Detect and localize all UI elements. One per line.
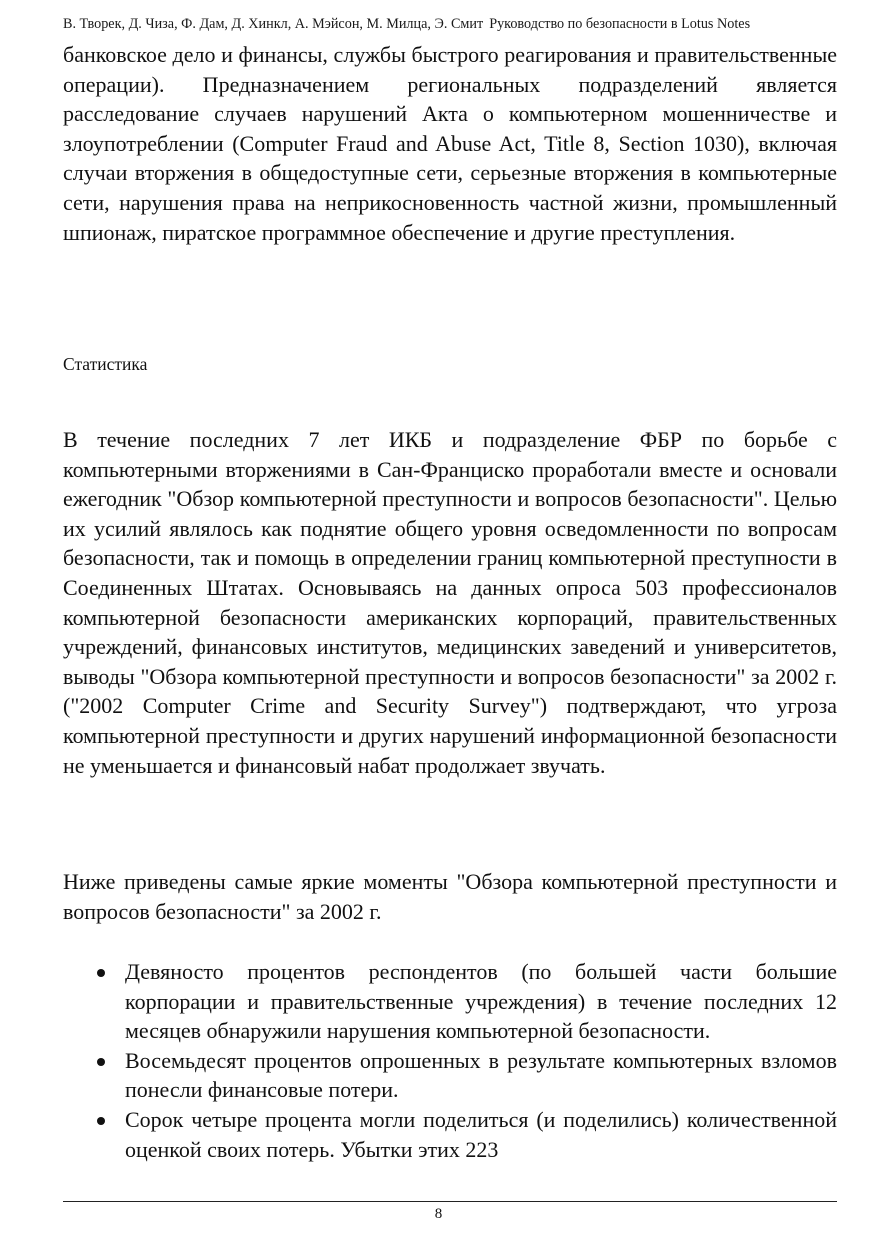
bullet-icon (97, 1058, 105, 1066)
paragraph-intro-continuation: банковское дело и финансы, службы быстрого реагирования и правительственные операции). Предназначением региональных подразделений является расследование случаев нарушений Акта о компьютерном мошенничестве и злоупотреблении (Computer Fraud and Abuse Act, Title 8, Section 1030), включая случаи вторжения в общедоступные сети, серьезные вторжения в компьютерные сети, нарушения права на неприкосновенность частной жизни, промышленный шпионаж, пиратское программное обеспечение и другие преступления. (63, 42, 837, 245)
footer-divider (63, 1201, 837, 1202)
bullet-icon (97, 1117, 105, 1125)
list-item-text: Сорок четыре процента могли поделиться (и поделились) количественной оценкой своих потерь. Убытки этих 223 (125, 1106, 837, 1162)
highlights-list (63, 957, 837, 1164)
list-item (63, 957, 837, 1046)
list-item (63, 1105, 837, 1164)
paragraph-survey-overview: В течение последних 7 лет ИКБ и подразделение ФБР по борьбе с компьютерными вторжениями в Сан-Франциско проработали вместе и основали ежегодник "Обзор компьютерной преступности и вопросов безопасности". Целью их усилий являлось как поднятие общего уровня осведомленности по вопросам безопасности, так и помощь в определении границ компьютерной преступности в Соединенных Штатах. Основываясь на данных опроса 503 профессионалов компьютерной безопасности американских корпораций, правительственных учреждений, финансовых институтов, медицинских заведений и университетов, выводы "Обзора компьютерной преступности и вопросов безопасности" за 2002 г. ("2002 Computer Crime and Security Survey") подтверждают, что угроза компьютерной преступности и других нарушений информационной безопасности не уменьшается и финансовый набат продолжает звучать. (63, 427, 837, 778)
list-item (63, 1046, 837, 1105)
list-item-text: Восемьдесят процентов опрошенных в результате компьютерных взломов понесли финансовые потери. (125, 1047, 837, 1103)
header-authors: В. Творек, Д. Чиза, Ф. Дам, Д. Хинкл, А. Мэйсон, М. Милца, Э. Смит (63, 16, 484, 32)
page-number: 8 (434, 1206, 443, 1222)
paragraph-highlights-intro: Ниже приведены самые яркие моменты "Обзора компьютерной преступности и вопросов безопасности" за 2002 г. (63, 869, 837, 924)
running-header (63, 14, 838, 34)
list-item-text: Девяносто процентов респондентов (по большей части большие корпорации и правительственные учреждения) в течение последних 12 месяцев обнаружили нарушения компьютерной безопасности. (125, 959, 837, 1044)
bullet-icon (97, 969, 105, 977)
section-heading-statistics: Статистика (63, 354, 148, 374)
header-book-title: Руководство по безопасности в Lotus Notes (489, 16, 751, 32)
